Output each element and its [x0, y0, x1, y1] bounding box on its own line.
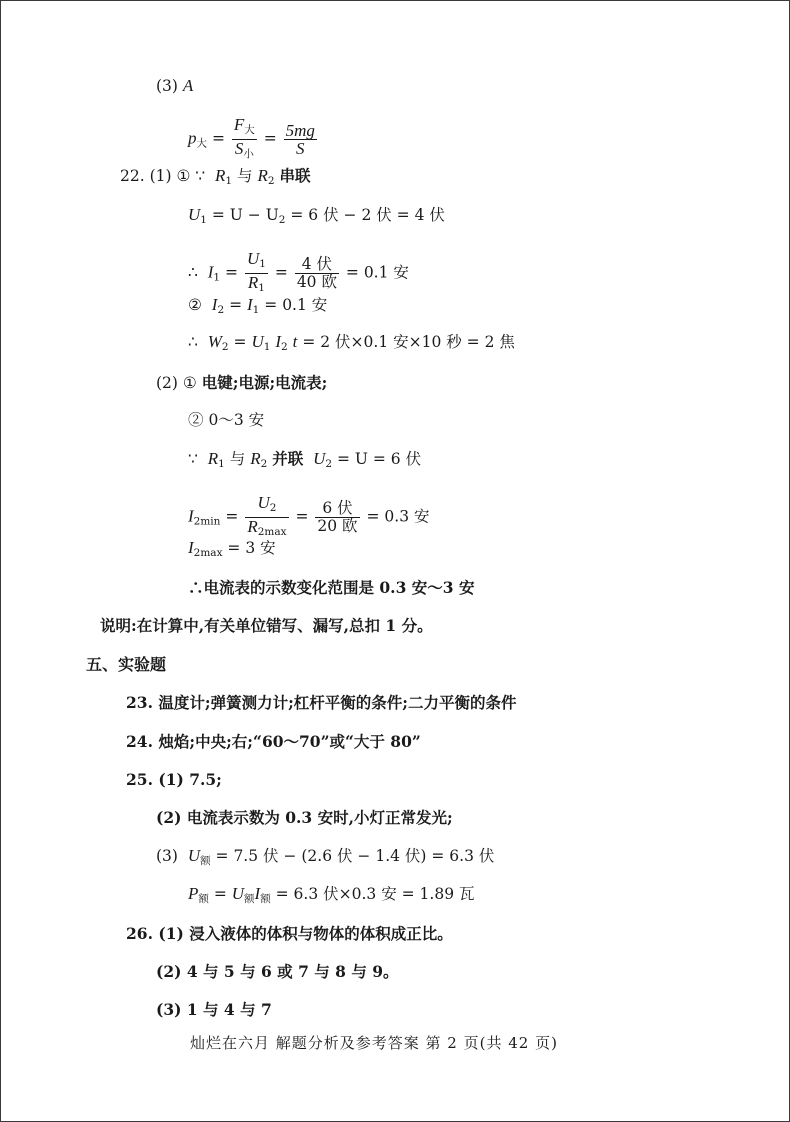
q21-pressure-formula: $p_大$ = $\frac{F_大}{S_小}$ = $\frac{5mg}{S}$ [188, 116, 319, 163]
q22-i1-line: ∴ $I_1$ = $\frac{U_1}{R_1}$ = $\frac{\text{4 伏}}{\text{40 欧}}$ = 0.1 安 [188, 250, 409, 297]
q24-answer: 24. 烛焰;中央;右;“60～70”或“大于 80” [126, 732, 421, 751]
q22-conclusion: ∴电流表的示数变化范围是 0.3 安～3 安 [188, 578, 475, 597]
q21-part3: (3) A [156, 76, 194, 95]
fraction-4v-over-40ohm: $\frac{\text{4 伏}}{\text{40 欧}}$ [296, 255, 337, 291]
q23-answer: 23. 温度计;弹簧测力计;杠杆平衡的条件;二力平衡的条件 [126, 693, 517, 712]
fraction-5mg-over-s: $\frac{5mg}{S}$ [285, 121, 315, 158]
q26-part3: (3) 1 与 4 与 7 [156, 1000, 272, 1019]
q22-i2min-line: $I_{2min}$ = $\frac{U_2}{R_{2max}}$ = $\frac{\text{6 伏}}{\text{20 欧}}$ = 0.3 安 [188, 494, 430, 541]
q22-i2-line: ② $I_2 = I_1 = 0.1$ 安 [188, 295, 328, 316]
q22-part1-header: 22. (1) ① ∵ $R_1$ 与 $R_2$ 串联 [120, 166, 311, 187]
q25-part2: (2) 电流表示数为 0.3 安时,小灯正常发光; [156, 808, 453, 827]
fraction-f-over-s: $\frac{F_大}{S_小}$ [233, 115, 255, 160]
section-title: 五、实验题 [86, 655, 167, 674]
fraction-u1-over-r1: $\frac{U_1}{R_1}$ [246, 249, 266, 294]
scoring-note: 说明:在计算中,有关单位错写、漏写,总扣 1 分。 [100, 616, 433, 635]
q22-parallel-line: ∵ $R_1$ 与 $R_2$ 并联 $U_2 = U = 6$ 伏 [188, 449, 422, 470]
q26-part1: 26. (1) 浸入液体的体积与物体的体积成正比。 [126, 924, 453, 943]
q25-part3-u: (3) $U_额 = 7.5$ 伏 − (2.6 伏 − 1.4 伏) = 6.3 伏 [156, 846, 495, 867]
q22-i2max-line: $I_{2max} = 3$ 安 [188, 538, 276, 559]
fraction-u2-over-r2max: $\frac{U_2}{R_{2max}}$ [247, 493, 287, 538]
q22-part2-range: ② 0～3 安 [188, 411, 265, 429]
q22-u1-line: $U_1 = U - U_2 = 6$ 伏 − 2 伏 = 4 伏 [188, 205, 445, 226]
q26-part2: (2) 4 与 5 与 6 或 7 与 8 与 9。 [156, 962, 399, 981]
q22-part2-instruments: (2) ① 电键;电源;电流表; [156, 373, 328, 392]
fraction-6v-over-20ohm: $\frac{\text{6 伏}}{\text{20 欧}}$ [317, 499, 358, 535]
page-footer: 灿烂在六月 解题分析及参考答案 第 2 页(共 42 页) [190, 1034, 558, 1052]
q25-part3-p: $P_额 = U_额I_额 = 6.3$ 伏×0.3 安 = 1.89 瓦 [188, 884, 475, 905]
q25-part1: 25. (1) 7.5; [126, 770, 222, 789]
q22-w2-line: ∴ $W_2 = U_1$ $I_2$ t = 2 伏×0.1 安×10 秒 = 2 焦 [188, 332, 515, 353]
